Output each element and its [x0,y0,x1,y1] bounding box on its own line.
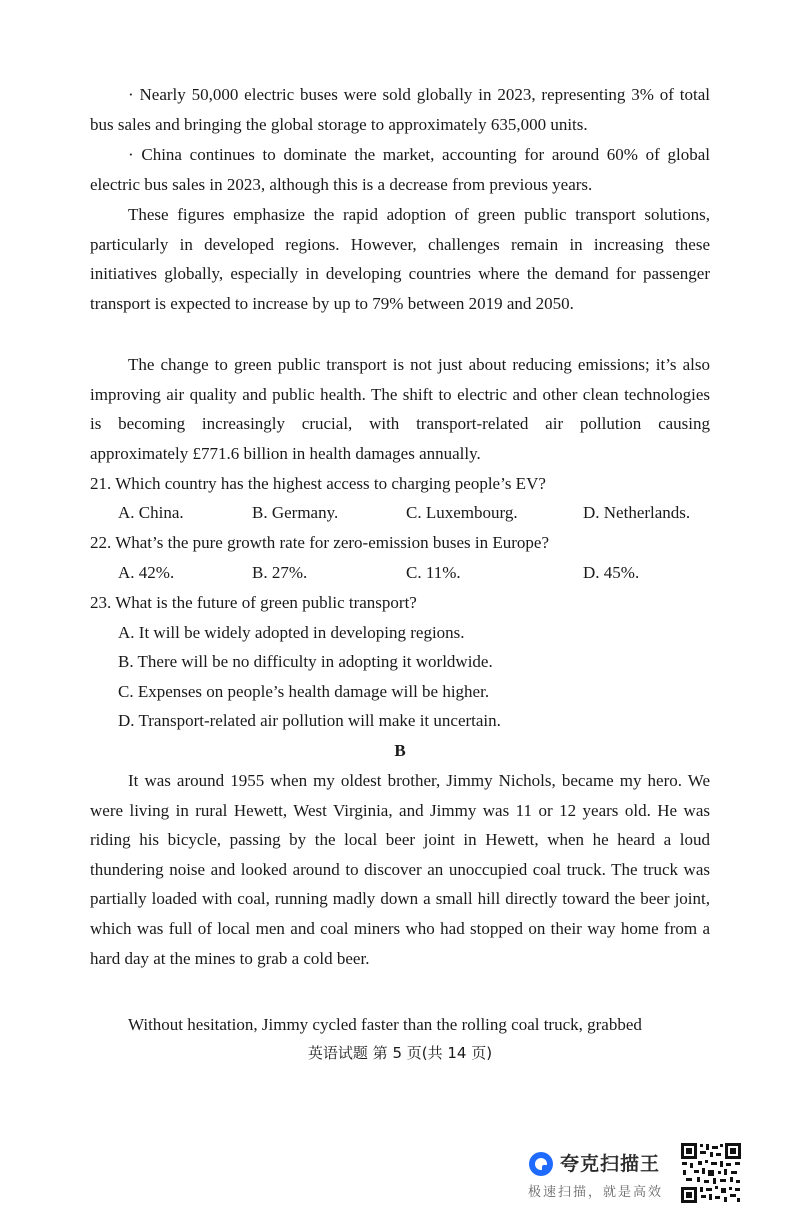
q22-option-a: A. 42%. [118,563,175,582]
bullet-electric-buses-sold: · Nearly 50,000 electric buses were sold globally in 2023, representing 3% of total bus sales and bringing the global storage to approximately 635,000 units. [90,85,710,134]
q23-option-d: D. Transport-related air pollution will make it uncertain. [118,711,501,730]
q22-option-b: B. 27%. [252,563,308,582]
page-footer: 英语试题 第 5 页(共 14 页) [307,1044,493,1062]
bullet-china-market: · China continues to dominate the market, accounting for around 60% of global electric bus sales in 2023, although this is a decrease from previous years. [90,145,710,194]
q21-option-a: A. China. [118,503,184,522]
q21-option-b: B. Germany. [252,503,339,522]
scanner-watermark [528,1148,678,1208]
q23-option-c: C. Expenses on people’s health damage will be higher. [118,682,490,701]
q22-option-c: C. 11%. [406,563,461,582]
q22-option-d: D. 45%. [583,563,640,582]
q21-option-c: C. Luxembourg. [406,503,518,522]
scanner-brand-slogan: 极速扫描，就是高效 [528,1185,664,1200]
q21-option-d: D. Netherlands. [583,503,691,522]
paragraph-figures-emphasize: These figures emphasize the rapid adoption of green public transport solutions, particularly in developed regions. However, challenges remain in increasing these initiatives globally, especially in developing countries where the demand for passenger transport is expected to increase by up to 79% between 2019 and 2050. [90,205,710,313]
scanner-brand-name: 夸克扫描王 [560,1153,661,1175]
qr-code-icon [680,1142,742,1204]
paragraph-change-green-transport: The change to green public transport is not just about reducing emissions; it’s also improving air quality and public health. The shift to electric and other clean technologies is becoming increasingly crucial, with transport-related air pollution causing approximately £771.6 billion in health damages annually. [90,355,710,463]
section-b-paragraph-1: It was around 1955 when my oldest brother, Jimmy Nichols, became my hero. We were living in rural Hewett, West Virginia, and Jimmy was 11 or 12 years old. He was riding his bicycle, passing by the local beer joint in Hewett, when he heard a loud thundering noise and looked around to discover an unoccupied coal truck. The truck was partially loaded with coal, running madly down a small hill directly toward the beer joint, which was full of local men and coal miners who had stopped on their way home from a hard day at the mines to grab a cold beer. [90,771,710,968]
scanner-logo-icon [528,1151,554,1177]
section-b-heading: B [394,741,406,760]
question-23: 23. What is the future of green public transport? [90,593,417,612]
question-22: 22. What’s the pure growth rate for zero-emission buses in Europe? [90,533,550,552]
q23-option-b: B. There will be no difficulty in adopting it worldwide. [118,652,493,671]
question-21: 21. Which country has the highest access to charging people’s EV? [90,474,546,493]
q23-option-a: A. It will be widely adopted in developing regions. [118,623,465,642]
section-b-paragraph-2: Without hesitation, Jimmy cycled faster than the rolling coal truck, grabbed [128,1015,642,1034]
